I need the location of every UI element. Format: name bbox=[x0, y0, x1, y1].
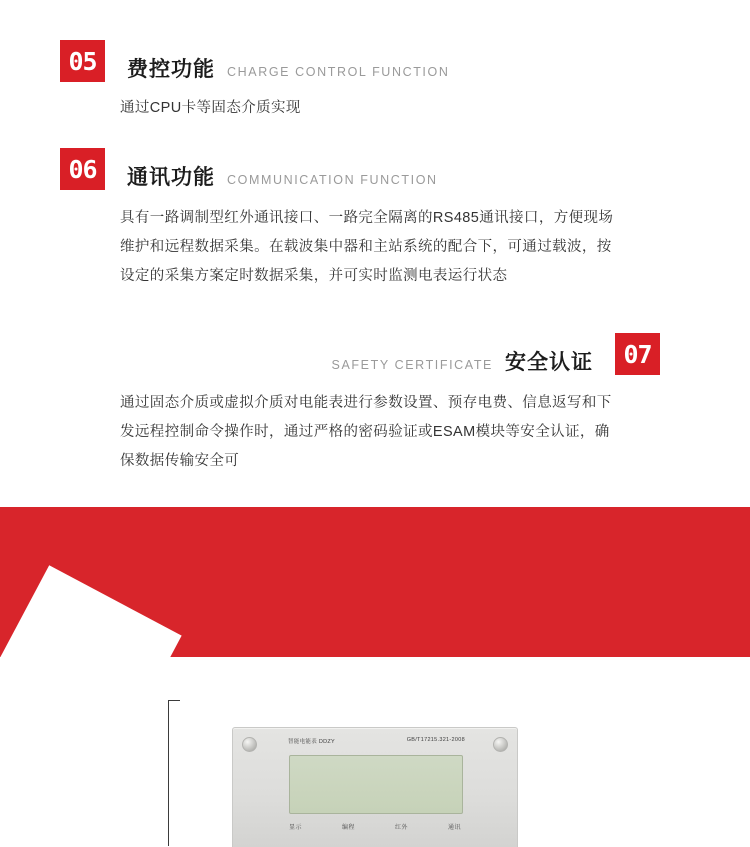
meter-model-label: GB/T17215.321-2008 bbox=[406, 737, 465, 743]
section-title-en: COMMUNICATION FUNCTION bbox=[227, 172, 438, 187]
section-charge-control bbox=[0, 40, 750, 123]
band-diagonal-shape bbox=[0, 565, 182, 657]
section-body: 通过固态介质或虚拟介质对电能表进行参数设置、预存电费、信息返写和下发远程控制命令操作时，通过严格的密码验证或ESAM模块等安全认证，确保数据传输安全可 bbox=[120, 395, 612, 469]
meter-button-row bbox=[289, 822, 461, 831]
meter-button-label: 红外 bbox=[394, 825, 408, 831]
section-title-en: CHARGE CONTROL FUNCTION bbox=[227, 64, 450, 79]
section-title-en: SAFETY CERTIFICATE bbox=[331, 357, 493, 372]
section-body: 具有一路调制型红外通讯接口、一路完全隔离的RS485通讯接口，方便现场维护和远程数据采集。在载波集中器和主站系统的配合下，可通过载波，按设定的采集方案定时数据采集，并可实时监测电表运行状态 bbox=[120, 210, 614, 284]
meter-button-label: 通讯 bbox=[447, 825, 461, 831]
section-communication bbox=[0, 148, 750, 291]
section-header bbox=[0, 148, 750, 190]
callout-line bbox=[168, 700, 169, 846]
screw-icon bbox=[493, 737, 508, 752]
screw-icon bbox=[242, 737, 257, 752]
section-header bbox=[0, 40, 750, 82]
red-divider-band bbox=[0, 507, 750, 657]
meter-button-label: 编程 bbox=[341, 825, 355, 831]
section-title-cn: 费控功能 bbox=[127, 58, 215, 81]
section-title-cn: 通讯功能 bbox=[127, 166, 215, 189]
section-number-badge: 05 bbox=[60, 40, 105, 82]
section-body: 通过CPU卡等固态介质实现 bbox=[120, 100, 301, 116]
section-number-badge: 06 bbox=[60, 148, 105, 190]
meter-lcd-screen bbox=[289, 755, 463, 814]
meter-brand-label: 智能电能表 DDZY bbox=[288, 739, 336, 745]
meter-button-label: 显示 bbox=[289, 825, 303, 831]
section-header bbox=[0, 333, 750, 375]
section-title-cn: 安全认证 bbox=[505, 351, 593, 374]
product-photo-area bbox=[0, 657, 750, 846]
section-number-badge: 07 bbox=[615, 333, 660, 375]
section-safety-certificate bbox=[0, 333, 750, 476]
electric-meter-image bbox=[232, 727, 518, 847]
